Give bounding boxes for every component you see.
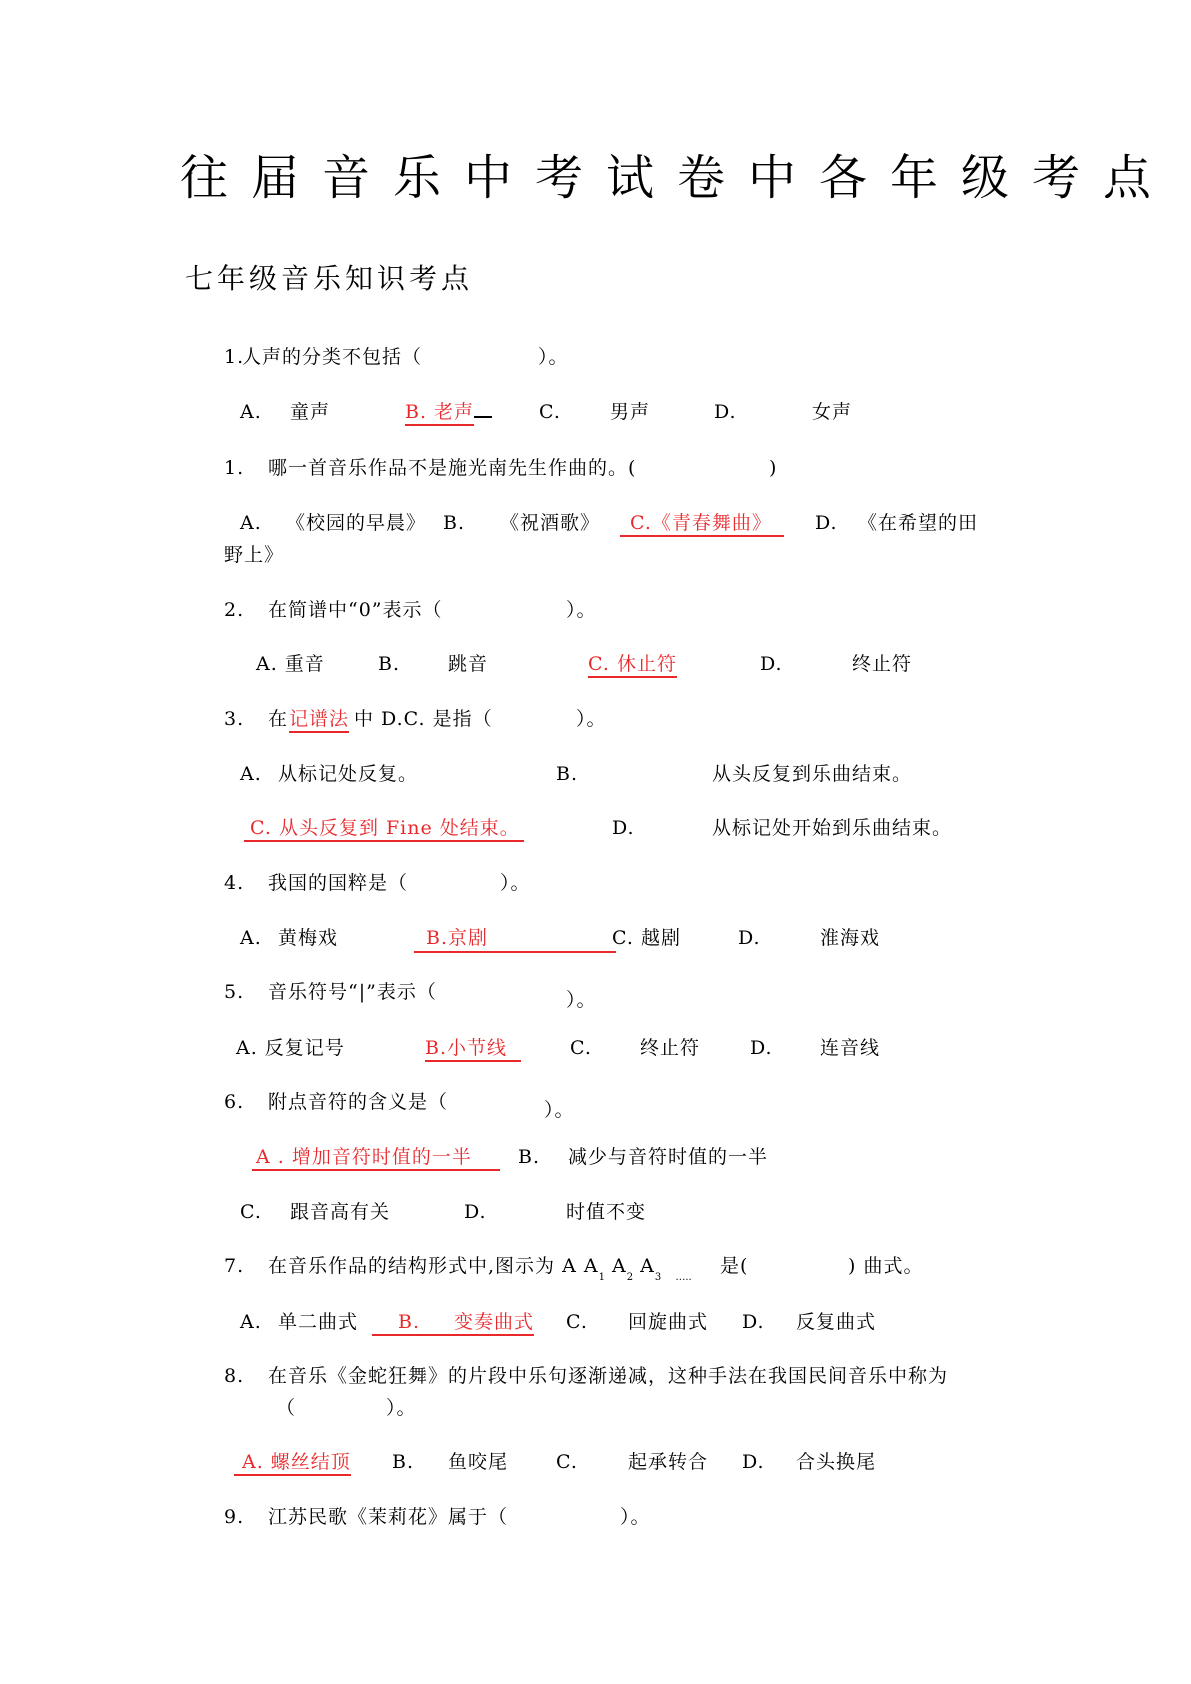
option-b-text: 从头反复到乐曲结束。: [712, 763, 913, 785]
option-c-text: C. 越剧: [612, 927, 681, 949]
question-stem: 附点音符的含义是（: [268, 1091, 449, 1113]
answer-underline: A. 螺丝结顶: [234, 1451, 351, 1476]
question-number: 1.: [224, 346, 245, 368]
option-c-answer: [620, 511, 784, 535]
option-a-key: A.: [240, 763, 262, 785]
answer-underline: C.《青春舞曲》: [620, 512, 784, 537]
question-stem-end: ）。: [386, 1397, 417, 1419]
option-d-text: 时值不变: [566, 1201, 647, 1223]
answer-underline: C. 休止符: [588, 653, 677, 678]
answer-underline: A . 增加音符时值的一半: [252, 1146, 500, 1171]
option-b-text: 减少与音符时值的一半: [568, 1146, 769, 1168]
option-d-text: 从标记处开始到乐曲结束。: [712, 817, 953, 839]
option-b-key: B.: [556, 763, 579, 785]
question-number: 4.: [224, 872, 245, 894]
answer-underline: C. 从头反复到 Fine 处结束。: [244, 817, 524, 842]
option-d-text-cont: 野上》: [224, 544, 285, 566]
option-c-text: 终止符: [640, 1037, 701, 1059]
option-b-key: B.: [443, 512, 466, 534]
answer-underline: [372, 1311, 534, 1336]
question-stem-end: ）。: [500, 872, 531, 894]
option-d-text: 淮海戏: [820, 927, 881, 949]
option-b-answer: [414, 926, 616, 953]
option-d-key: D.: [738, 927, 761, 949]
keyword-underline: 记谱法: [289, 708, 349, 733]
question-stem: 音乐符号“|”表示（: [268, 981, 437, 1003]
question-stem-end: ) 曲式。: [848, 1255, 924, 1277]
subscript-2: 2: [626, 1272, 634, 1283]
question-stem-pre: 在: [268, 708, 289, 730]
option-d-text: 《在希望的田: [858, 512, 979, 534]
option-d-key: D.: [742, 1451, 765, 1473]
option-b-key: B.: [392, 1451, 415, 1473]
question-stem: 在音乐《金蛇狂舞》的片段中乐句逐渐递减，这种手法在我国民间音乐中称为: [268, 1365, 949, 1387]
option-c-text: 跟音高有关: [290, 1201, 391, 1223]
stem-text: 在音乐作品的结构形式中,图示为 A A: [268, 1255, 599, 1277]
question-number: 3.: [224, 708, 245, 730]
option-d-key: D.: [464, 1201, 487, 1223]
option-d-text: 女声: [812, 401, 853, 423]
stem-a3: A: [640, 1255, 655, 1277]
question-stem: [268, 1254, 692, 1290]
subscript-1: 1: [598, 1272, 605, 1283]
question-stem-keyword: [289, 707, 349, 731]
question-stem-end: ）。: [544, 1099, 575, 1121]
question-stem-cont: （: [276, 1397, 297, 1419]
option-b-text: 鱼咬尾: [448, 1451, 509, 1473]
question-stem-end: ): [769, 457, 778, 479]
answer-underline: B. 老声: [405, 401, 474, 426]
option-c-key: C.: [240, 1201, 262, 1223]
option-c-answer: [244, 816, 524, 840]
option-a-text: 黄梅戏: [278, 927, 339, 949]
option-a-key: A.: [240, 512, 262, 534]
option-b-key: B.: [518, 1146, 541, 1168]
question-number: 2.: [224, 599, 245, 621]
question-stem: 在简谱中“0”表示（: [268, 599, 443, 621]
question-number: 1.: [224, 457, 245, 479]
question-number: 9.: [224, 1506, 245, 1528]
option-a-answer: [234, 1450, 351, 1474]
option-d-text: 反复曲式: [796, 1311, 877, 1333]
option-b-text: 变奏曲式: [454, 1311, 535, 1333]
option-c-answer: [588, 652, 677, 676]
blank-underline: [474, 416, 492, 418]
option-d-key: D.: [612, 817, 635, 839]
stem-ellipsis: …..: [675, 1272, 692, 1283]
question-stem: 江苏民歌《茉莉花》属于（: [268, 1506, 509, 1528]
section-title: 七年级音乐知识考点: [185, 262, 474, 295]
option-a-text: 单二曲式: [278, 1311, 359, 1333]
question-stem: 人声的分类不包括（: [242, 346, 423, 368]
option-a-text: A. 反复记号: [236, 1037, 345, 1059]
option-a-answer: [252, 1145, 500, 1169]
page-title: 往届音乐中考试卷中各年级考点: [180, 150, 1175, 206]
option-d-key: D.: [750, 1037, 773, 1059]
option-d-text: 合头换尾: [796, 1451, 877, 1473]
option-d-key: D.: [760, 653, 783, 675]
question-number: 6.: [224, 1091, 245, 1113]
option-c-text: 起承转合: [628, 1451, 709, 1473]
option-c-key: C.: [556, 1451, 578, 1473]
stem-a2: A: [611, 1255, 627, 1277]
question-number: 8.: [224, 1365, 245, 1387]
option-c-key: C.: [570, 1037, 592, 1059]
option-d-key: D.: [742, 1311, 765, 1333]
option-d-text: 连音线: [820, 1037, 881, 1059]
question-stem-end: ）。: [566, 989, 597, 1011]
question-number: 5.: [224, 981, 245, 1003]
option-b-answer: [425, 1036, 521, 1060]
option-c-text: 回旋曲式: [628, 1311, 709, 1333]
question-stem: 中 D.C. 是指（: [354, 708, 493, 730]
option-a-text: 从标记处反复。: [278, 763, 419, 785]
answer-underline: B.京剧: [414, 926, 616, 953]
option-b-key: B.: [378, 653, 401, 675]
question-stem-end: ）。: [620, 1506, 651, 1528]
question-stem-end: ）。: [538, 346, 569, 368]
question-number: 7.: [224, 1255, 245, 1277]
option-a-key: A.: [240, 927, 262, 949]
option-a-key: A.: [240, 401, 262, 423]
answer-underline: B.小节线: [425, 1037, 521, 1062]
option-b-text: 《祝酒歌》: [500, 512, 601, 534]
option-a-text: 《校园的早晨》: [286, 512, 427, 534]
option-b-key: B.: [398, 1311, 421, 1333]
option-c-key: C.: [566, 1311, 588, 1333]
question-stem: 我国的国粹是（: [268, 872, 409, 894]
question-stem-end: ）。: [566, 599, 597, 621]
question-stem: 哪一首音乐作品不是施光南先生作曲的。(: [268, 457, 637, 479]
subscript-3: 3: [654, 1272, 662, 1283]
option-c-key: C.: [539, 401, 561, 423]
question-stem-end: ）。: [576, 708, 607, 730]
option-d-text: 终止符: [852, 653, 913, 675]
option-b-answer: [405, 400, 492, 424]
option-b-text: 跳音: [448, 653, 489, 675]
option-a-text: A. 重音: [256, 653, 325, 675]
option-a-text: 童声: [290, 401, 331, 423]
option-c-text: 男声: [610, 401, 651, 423]
option-a-key: A.: [240, 1311, 262, 1333]
option-d-key: D.: [815, 512, 838, 534]
question-stem-mid: 是(: [720, 1255, 749, 1277]
option-d-key: D.: [714, 401, 737, 423]
option-b-answer: [372, 1310, 534, 1334]
